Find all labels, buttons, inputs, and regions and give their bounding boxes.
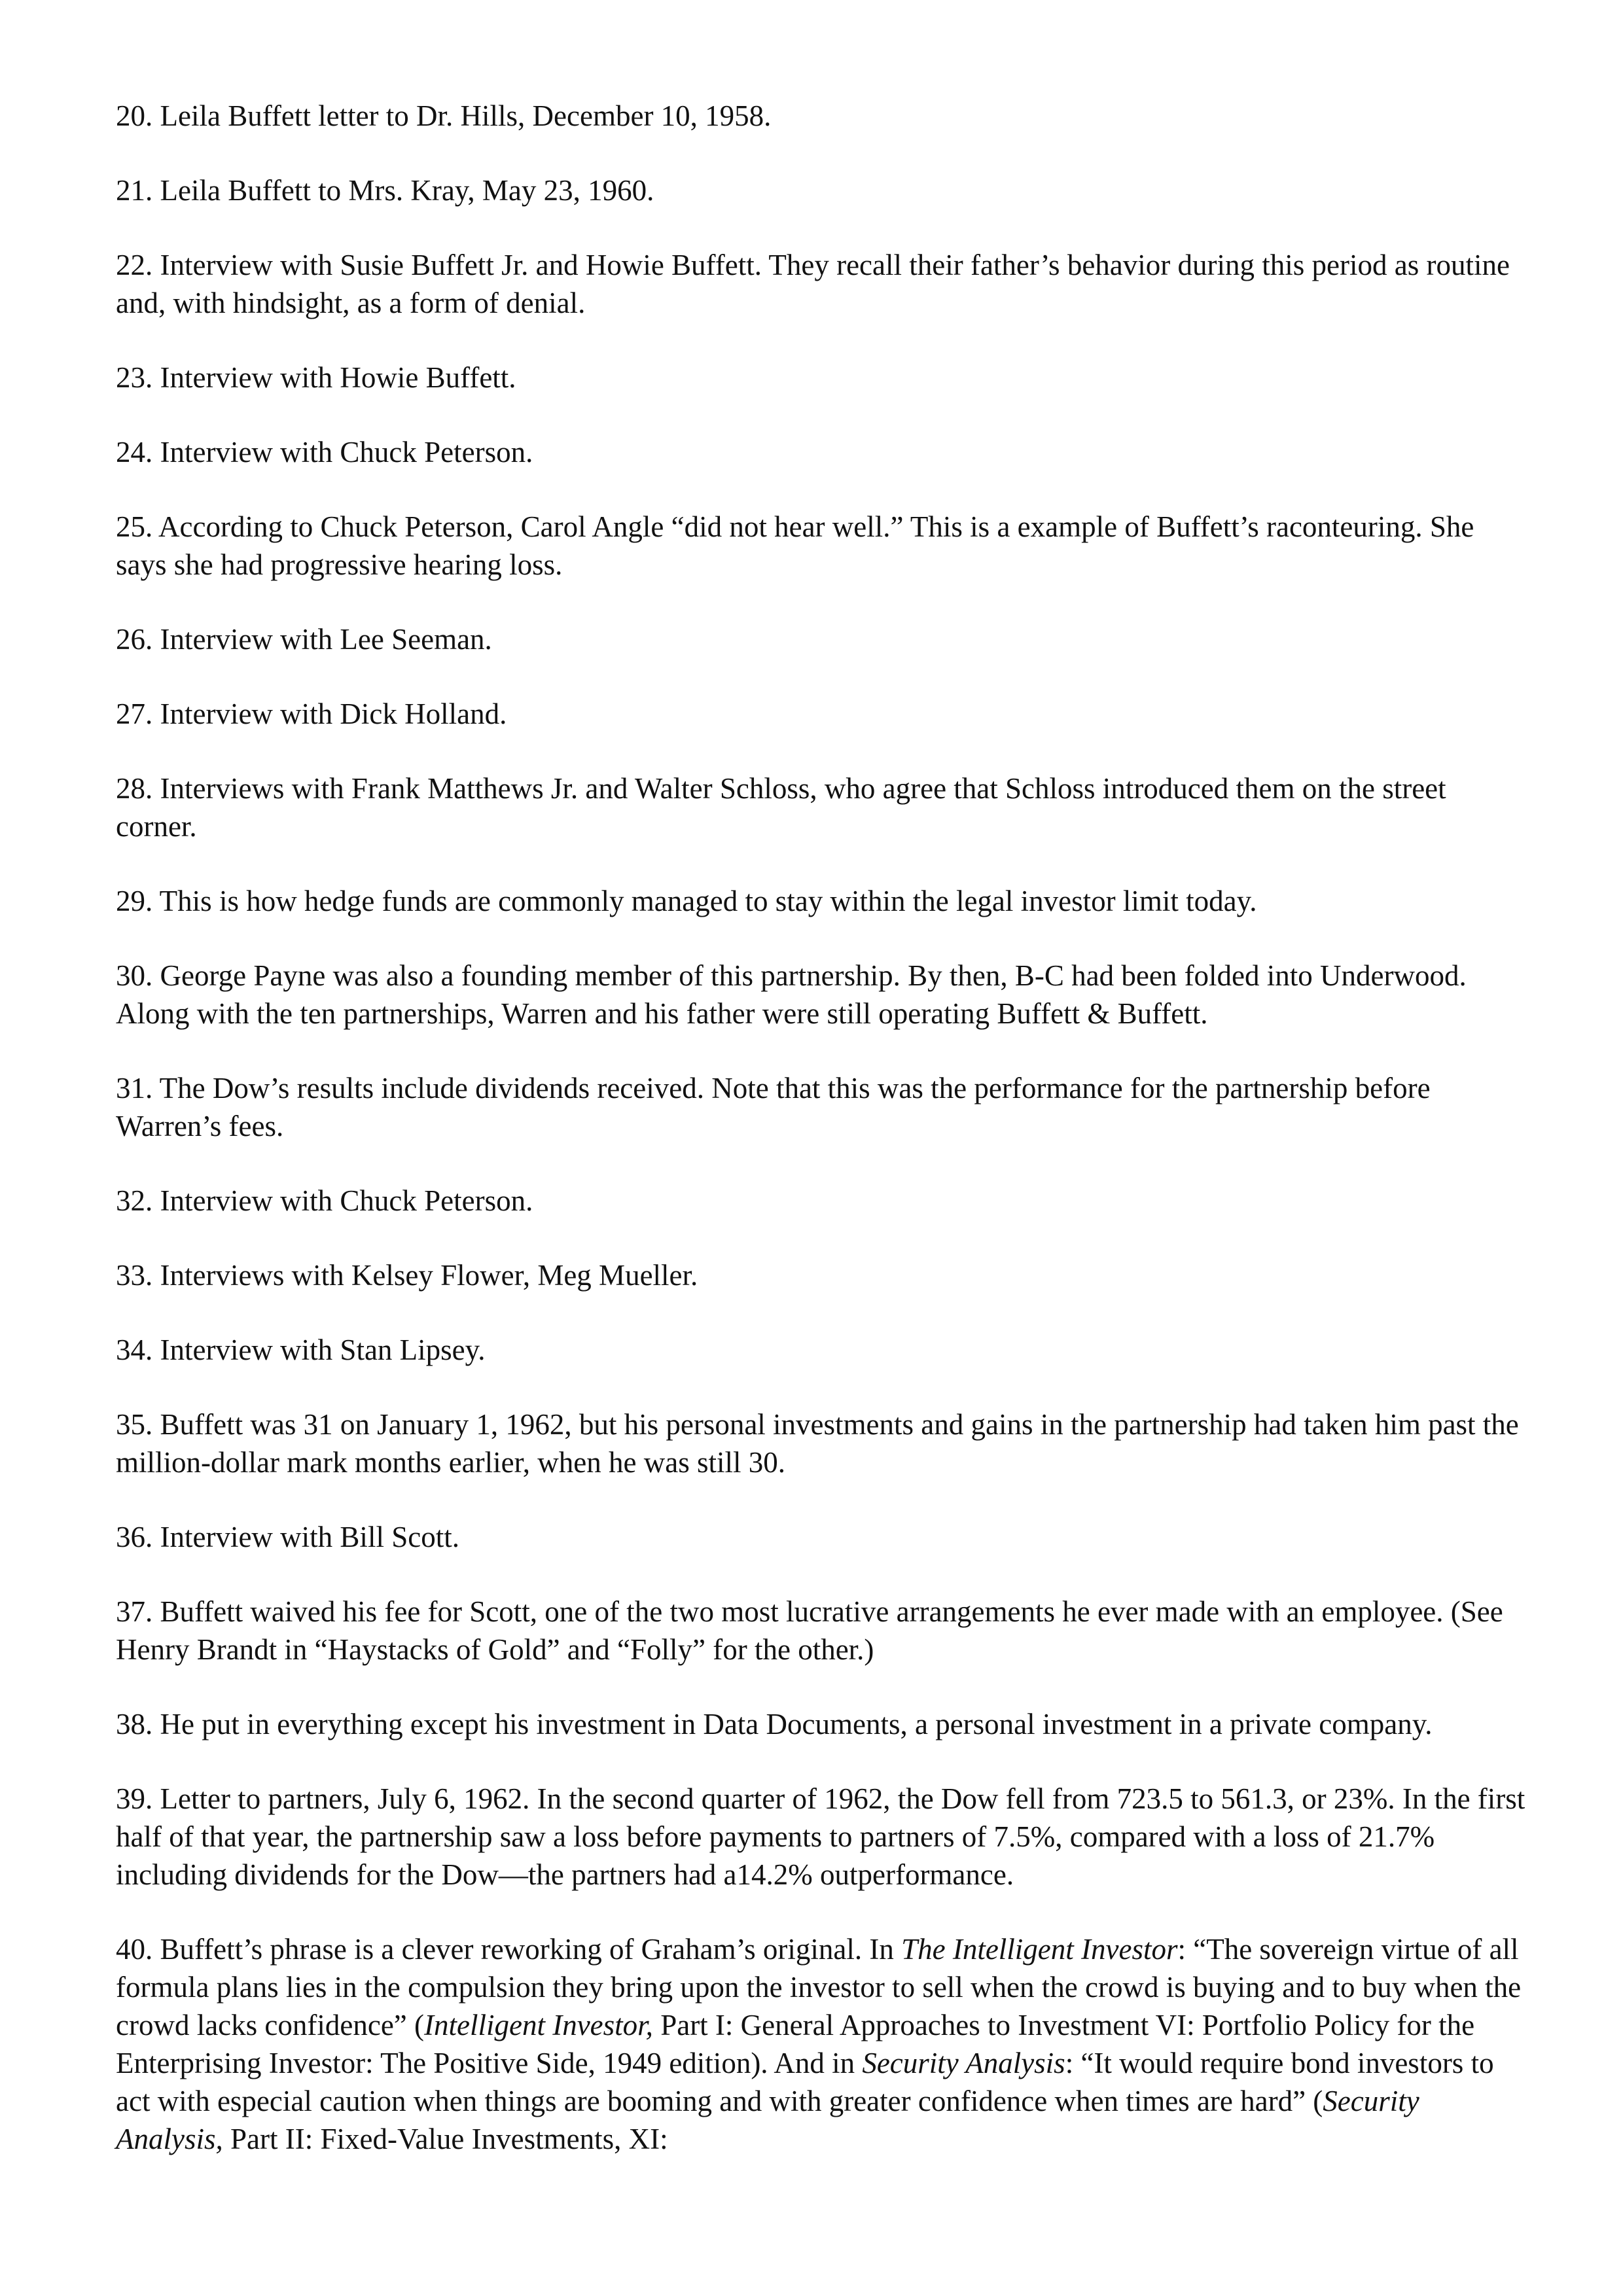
endnote-text: 39. Letter to partners, July 6, 1962. In the second quarter of 1962, the Dow fell from 723.5 to 561.3, or 23%. In the first half of that year, the partnership saw a loss before payments to partners of 7.5%, compared with a loss of 21.7% including dividends for the Dow—the partners had a14.2% outperformance. — [116, 1782, 1525, 1891]
endnote-text: 22. Interview with Susie Buffett Jr. and Howie Buffett. They recall their father’s behavior during this period as routine and, with hindsight, as a form of denial. — [116, 249, 1510, 319]
endnote-text: 31. The Dow’s results include dividends received. Note that this was the performance for the partnership before Warren’s fees. — [116, 1072, 1431, 1142]
endnote-italic-title: The Intelligent Investor — [901, 1933, 1178, 1966]
endnote — [116, 1593, 1529, 1669]
endnote-text: 32. Interview with Chuck Peterson. — [116, 1184, 533, 1217]
endnote — [116, 769, 1529, 845]
endnote — [116, 957, 1529, 1033]
endnote — [116, 1705, 1529, 1743]
endnote — [116, 97, 1529, 135]
endnote — [116, 1256, 1529, 1294]
endnote-text: 38. He put in everything except his investment in Data Documents, a personal investment in a private company. — [116, 1708, 1433, 1740]
endnote-text: 27. Interview with Dick Holland. — [116, 698, 507, 730]
endnote-text: 29. This is how hedge funds are commonly managed to stay within the legal investor limit today. — [116, 885, 1257, 917]
endnote-italic-title: Intelligent Investor, — [424, 2009, 653, 2041]
endnote-text: 34. Interview with Stan Lipsey. — [116, 1333, 486, 1366]
endnote — [116, 1182, 1529, 1220]
endnote-text: 33. Interviews with Kelsey Flower, Meg Mueller. — [116, 1259, 698, 1292]
endnote-italic-title: Security Analysis — [862, 2047, 1065, 2079]
endnote — [116, 1930, 1529, 2158]
endnote-text: 26. Interview with Lee Seeman. — [116, 623, 492, 656]
endnote-text: Part I: General Approaches to Investment VI: Portfolio Policy for the Enterprising Investor: The Positive Side, 1949 edition). And in — [116, 2009, 1475, 2079]
endnote-text: Part II: Fixed-Value Investments, XI: — [223, 2123, 668, 2155]
endnote-text: 21. Leila Buffett to Mrs. Kray, May 23, 1960. — [116, 174, 654, 207]
endnote-text: 23. Interview with Howie Buffett. — [116, 361, 516, 394]
endnote — [116, 508, 1529, 584]
endnotes-page — [116, 97, 1529, 2195]
endnote-text: : “It would require bond investors to act with especial caution when things are booming and with greater confidence when times are hard” ( — [116, 2047, 1494, 2117]
endnote — [116, 171, 1529, 209]
endnote — [116, 695, 1529, 733]
endnote-text: 37. Buffett waived his fee for Scott, one of the two most lucrative arrangements he ever made with an employee. (See Henry Brandt in “Haystacks of Gold” and “Folly” for the other.) — [116, 1595, 1503, 1666]
endnote-text: 36. Interview with Bill Scott. — [116, 1521, 459, 1553]
endnote — [116, 1518, 1529, 1556]
endnote-text: 40. Buffett’s phrase is a clever reworking of Graham’s original. In — [116, 1933, 902, 1966]
endnote — [116, 359, 1529, 397]
endnote — [116, 620, 1529, 658]
endnote-text: 35. Buffett was 31 on January 1, 1962, but his personal investments and gains in the partnership had taken him past the million-dollar mark months earlier, when he was still 30. — [116, 1408, 1519, 1479]
endnote — [116, 1780, 1529, 1894]
endnote — [116, 1069, 1529, 1145]
endnote-text: : “The sovereign virtue of all formula plans lies in the compulsion they bring upon the investor to sell when the crowd is buying and to buy when the crowd lacks confidence” ( — [116, 1933, 1522, 2041]
endnote-text: 24. Interview with Chuck Peterson. — [116, 436, 533, 468]
endnote — [116, 1405, 1529, 1481]
endnote — [116, 882, 1529, 920]
endnote — [116, 246, 1529, 322]
endnote-italic-title: Security Analysis, — [116, 2085, 1419, 2155]
endnote-text: 20. Leila Buffett letter to Dr. Hills, December 10, 1958. — [116, 99, 772, 132]
endnote — [116, 1331, 1529, 1369]
endnote-text: 30. George Payne was also a founding member of this partnership. By then, B-C had been folded into Underwood. Along with the ten partnerships, Warren and his father were still operating Buffett & Buffett. — [116, 959, 1467, 1030]
endnote-text: 28. Interviews with Frank Matthews Jr. and Walter Schloss, who agree that Schloss introduced them on the street corner. — [116, 772, 1446, 843]
endnote — [116, 433, 1529, 471]
endnote-text: 25. According to Chuck Peterson, Carol Angle “did not hear well.” This is a example of Buffett’s raconteuring. She says she had progressive hearing loss. — [116, 510, 1474, 581]
